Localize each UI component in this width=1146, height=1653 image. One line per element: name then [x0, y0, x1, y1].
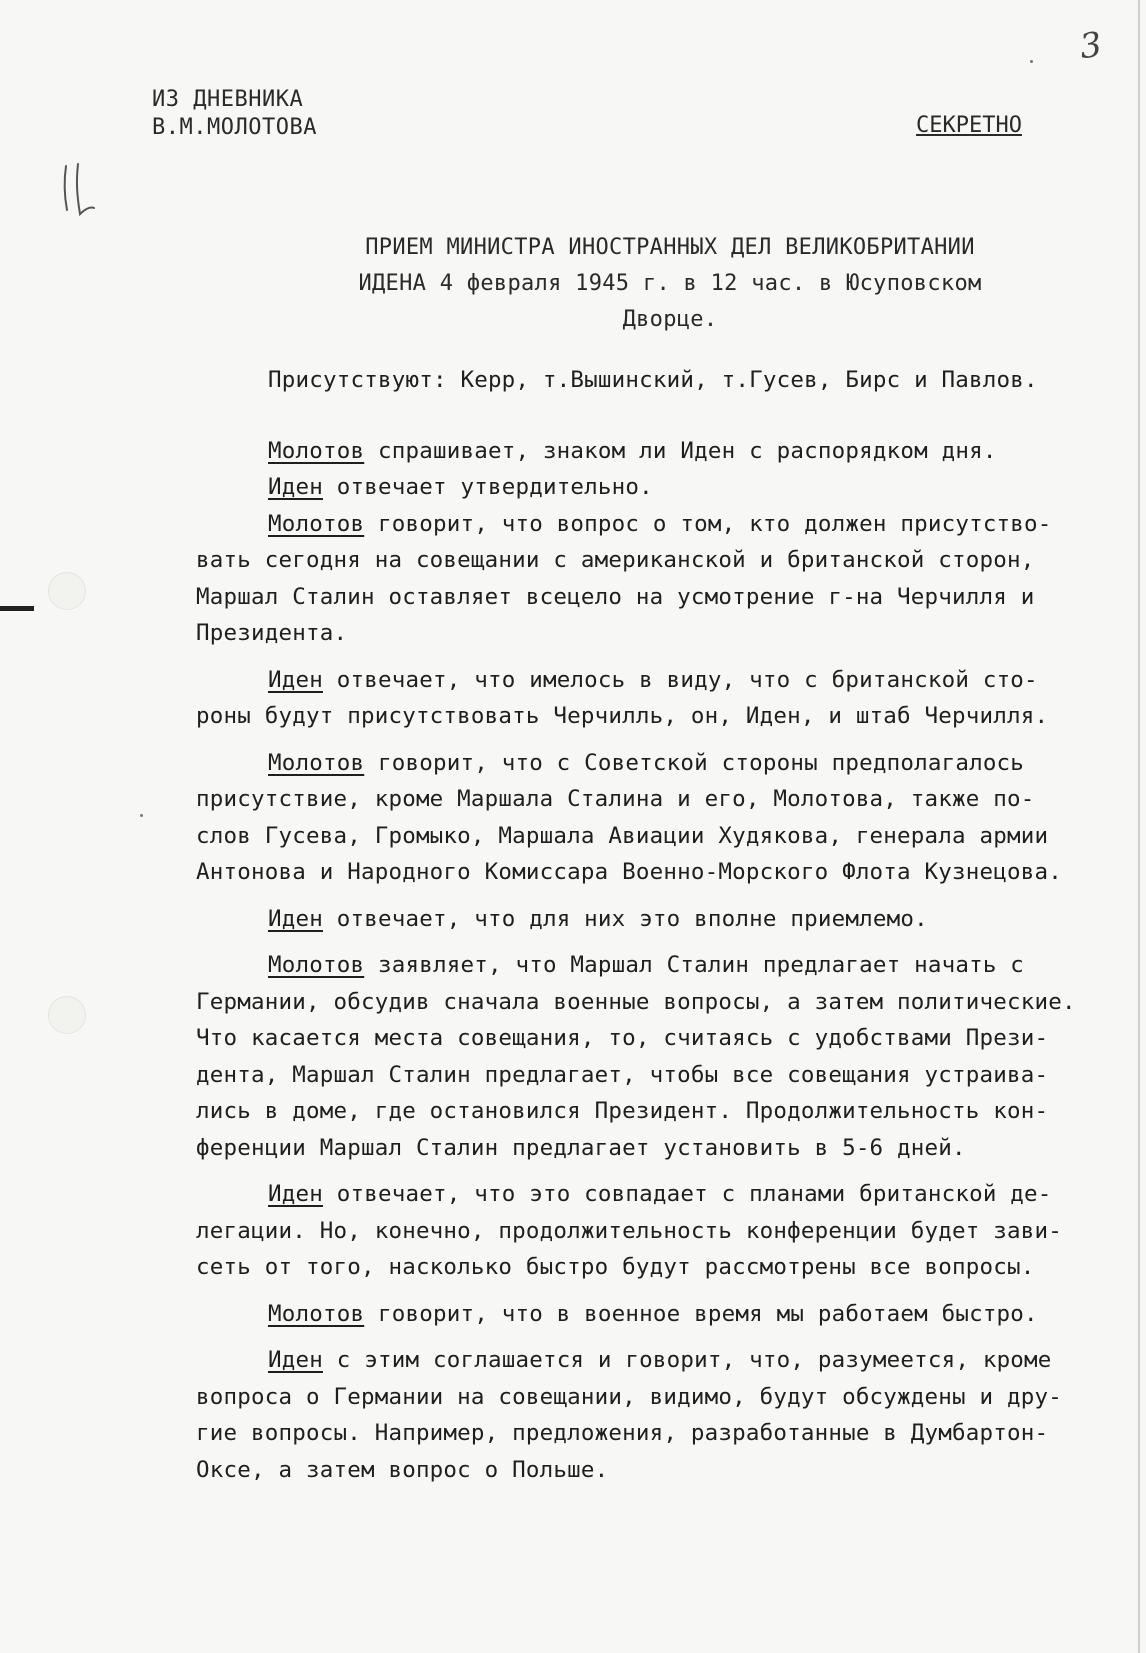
paragraph-line: вать сегодня на совещании с американской и британской сторон,	[196, 547, 1035, 573]
paragraph-gap	[196, 735, 1106, 745]
paragraph-gap	[196, 1332, 1106, 1342]
paragraph-first-line	[196, 662, 1106, 699]
attendees-line: Присутствуют: Керр, т.Вышинский, т.Гусев, Бирс и Павлов.	[268, 367, 1038, 393]
paragraph-gap	[196, 1166, 1106, 1176]
page-edge-line	[1138, 0, 1140, 1653]
document-title	[300, 230, 1040, 338]
paragraph-line: вопроса о Германии на совещании, видимо, будут обсуждены и дру-	[196, 1383, 1063, 1410]
title-line: ПРИЕМ МИНИСТРА ИНОСТРАННЫХ ДЕЛ ВЕЛИКОБРИТАНИИ	[365, 235, 975, 260]
paragraph-line: Что касается места совещания, то, считаясь с удобствами Прези-	[196, 1025, 1049, 1051]
paragraph-gap	[196, 1286, 1106, 1296]
paragraph-line: сеть от того, насколько быстро будут рассмотрены все вопросы.	[196, 1254, 1035, 1280]
paragraph-first-line	[196, 506, 1106, 543]
speaker-name: Иден	[268, 474, 323, 500]
paragraph-line: Оксе, а затем вопрос о Польше.	[196, 1456, 609, 1483]
punch-hole	[48, 996, 86, 1034]
paragraph-line: лись в доме, где остановился Президент. Продолжительность кон-	[196, 1098, 1049, 1124]
paragraph-gap	[196, 652, 1106, 662]
handwritten-mark	[58, 160, 98, 220]
speaker-name: Иден	[268, 905, 323, 932]
paragraph-line: Антонова и Народного Комиссара Военно-Морского Флота Кузнецова.	[196, 859, 1063, 885]
paragraph-line: присутствие, кроме Маршала Сталина и его, Молотова, также по-	[196, 786, 1035, 812]
paragraph-line: ференции Маршал Сталин предлагает установить в 5-6 дней.	[196, 1134, 966, 1161]
paragraph-text: отвечает, что это совпадает с планами британской де-	[336, 1181, 1052, 1207]
paragraph-first-line	[196, 1176, 1106, 1213]
paragraph-first-line	[196, 469, 1106, 506]
paragraph-text: с этим соглашается и говорит, что, разумеется, кроме	[336, 1347, 1052, 1373]
punch-hole	[48, 572, 86, 610]
paragraph-first-line	[196, 901, 1106, 938]
paragraph-text: говорит, что с Советской стороны предполагалось	[377, 749, 1025, 776]
speaker-name: Молотов	[268, 510, 365, 537]
paragraph-gap	[196, 399, 1106, 433]
document-body	[196, 362, 1106, 1488]
speaker-name: Молотов	[268, 749, 365, 776]
stray-mark	[140, 814, 143, 817]
paragraph-line: Маршал Сталин оставляет всецело на усмотрение г-на Черчилля и	[196, 583, 1035, 610]
paragraph-text: отвечает, что для них это вполне приемлемо.	[336, 905, 928, 932]
source-header-line: В.М.МОЛОТОВА	[152, 115, 317, 140]
paragraph-first-line	[196, 433, 1106, 470]
paragraph-first-line	[196, 1296, 1106, 1333]
paragraph-gap	[196, 937, 1106, 947]
paragraph-line: слов Гусева, Громыко, Маршала Авиации Худякова, генерала армии	[196, 822, 1049, 849]
paragraph-line: дента, Маршал Сталин предлагает, чтобы все совещания устраива-	[196, 1061, 1049, 1088]
paragraph-line: легации. Но, конечно, продолжительность конференции будет зави-	[196, 1217, 1063, 1244]
speaker-name: Иден	[268, 666, 323, 693]
paragraph-text: отвечает утвердительно.	[336, 474, 653, 500]
speaker-name: Молотов	[268, 1300, 365, 1327]
paragraph-first-line	[196, 947, 1106, 984]
speaker-name: Иден	[268, 1347, 323, 1373]
stray-mark	[1030, 60, 1033, 63]
paragraph-gap	[196, 891, 1106, 901]
source-header	[152, 86, 317, 142]
paragraph-line: роны будут присутствовать Черчилль, он, Иден, и штаб Черчилля.	[196, 703, 1049, 729]
title-line: Дворце.	[622, 307, 718, 332]
paragraph-first-line	[196, 1342, 1106, 1379]
speaker-name: Молотов	[268, 437, 365, 464]
paragraph-text: спрашивает, знаком ли Иден с распорядком дня.	[377, 437, 997, 464]
classification-label: СЕКРЕТНО	[916, 113, 1022, 138]
handwritten-page-number: 3	[1077, 24, 1105, 68]
paragraph-text: говорит, что в военное время мы работаем быстро.	[377, 1300, 1038, 1327]
speaker-name: Иден	[268, 1181, 323, 1207]
source-header-line: ИЗ ДНЕВНИКА	[152, 87, 304, 112]
paragraph-line: гие вопросы. Например, предложения, разработанные в Думбартон-	[196, 1420, 1049, 1446]
paragraph-line: Германии, обсудив сначала военные вопросы, а затем политические.	[196, 988, 1076, 1015]
paragraph-text: заявляет, что Маршал Сталин предлагает начать с	[377, 952, 1025, 978]
paragraph-text: отвечает, что имелось в виду, что с британской сто-	[336, 666, 1038, 693]
paragraph-text: говорит, что вопрос о том, кто должен присутство-	[377, 510, 1052, 537]
paragraph-line: Президента.	[196, 620, 348, 646]
title-line: ИДЕНА 4 февраля 1945 г. в 12 час. в Юсуповском	[358, 271, 982, 296]
speaker-name: Молотов	[268, 952, 365, 978]
paragraph-first-line	[196, 745, 1106, 782]
binder-mark	[0, 606, 34, 611]
